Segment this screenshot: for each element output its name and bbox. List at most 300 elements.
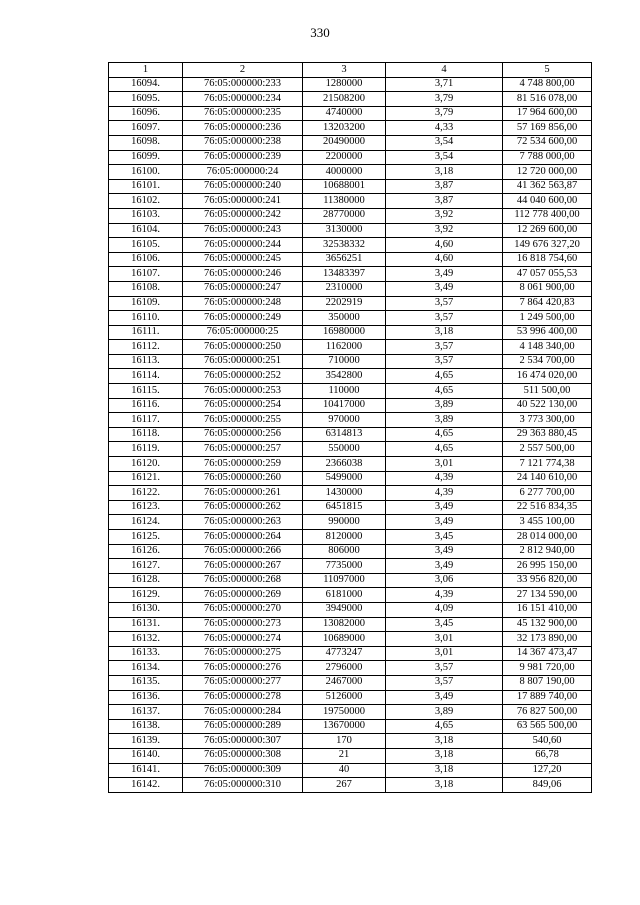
amount-cell: 57 169 856,00 xyxy=(503,121,592,136)
amount-cell: 112 778 400,00 xyxy=(503,208,592,223)
row-number-cell: 16120. xyxy=(109,457,183,472)
rate-cell: 3,71 xyxy=(386,77,503,92)
table-row xyxy=(109,413,592,428)
amount-cell: 2 557 500,00 xyxy=(503,442,592,457)
row-number-cell: 16128. xyxy=(109,573,183,588)
row-number-cell: 16117. xyxy=(109,413,183,428)
table-row xyxy=(109,398,592,413)
row-number-cell: 16123. xyxy=(109,500,183,515)
rate-cell: 4,65 xyxy=(386,719,503,734)
row-number-cell: 16115. xyxy=(109,384,183,399)
rate-cell: 3,49 xyxy=(386,515,503,530)
amount-cell: 6 277 700,00 xyxy=(503,486,592,501)
table-row xyxy=(109,92,592,107)
value-cell: 7735000 xyxy=(303,559,386,574)
cadastral-number-cell: 76:05:000000:263 xyxy=(183,515,303,530)
cadastral-number-cell: 76:05:000000:307 xyxy=(183,734,303,749)
amount-cell: 66,78 xyxy=(503,748,592,763)
cadastral-number-cell: 76:05:000000:266 xyxy=(183,544,303,559)
page-number: 330 xyxy=(310,25,330,40)
rate-cell: 3,57 xyxy=(386,675,503,690)
value-cell: 13483397 xyxy=(303,267,386,282)
row-number-cell: 16114. xyxy=(109,369,183,384)
value-cell: 110000 xyxy=(303,384,386,399)
rate-cell: 4,09 xyxy=(386,602,503,617)
cadastral-number-cell: 76:05:000000:274 xyxy=(183,632,303,647)
amount-cell: 24 140 610,00 xyxy=(503,471,592,486)
cadastral-number-cell: 76:05:000000:277 xyxy=(183,675,303,690)
rate-cell: 3,49 xyxy=(386,281,503,296)
cadastral-number-cell: 76:05:000000:273 xyxy=(183,617,303,632)
cadastral-number-cell: 76:05:000000:248 xyxy=(183,296,303,311)
amount-cell: 127,20 xyxy=(503,763,592,778)
value-cell: 13082000 xyxy=(303,617,386,632)
rate-cell: 3,18 xyxy=(386,325,503,340)
row-number-cell: 16102. xyxy=(109,194,183,209)
table-row xyxy=(109,602,592,617)
amount-cell: 8 807 190,00 xyxy=(503,675,592,690)
value-cell: 11097000 xyxy=(303,573,386,588)
table-row xyxy=(109,77,592,92)
row-number-cell: 16109. xyxy=(109,296,183,311)
column-header-5: 5 xyxy=(503,63,592,78)
cadastral-number-cell: 76:05:000000:245 xyxy=(183,252,303,267)
row-number-cell: 16129. xyxy=(109,588,183,603)
cadastral-number-cell: 76:05:000000:257 xyxy=(183,442,303,457)
row-number-cell: 16101. xyxy=(109,179,183,194)
value-cell: 32538332 xyxy=(303,238,386,253)
cadastral-number-cell: 76:05:000000:254 xyxy=(183,398,303,413)
row-number-cell: 16142. xyxy=(109,778,183,793)
cadastral-number-cell: 76:05:000000:309 xyxy=(183,763,303,778)
rate-cell: 4,65 xyxy=(386,369,503,384)
rate-cell: 3,01 xyxy=(386,646,503,661)
row-number-cell: 16135. xyxy=(109,675,183,690)
amount-cell: 47 057 055,53 xyxy=(503,267,592,282)
table-row xyxy=(109,223,592,238)
value-cell: 6451815 xyxy=(303,500,386,515)
amount-cell: 44 040 600,00 xyxy=(503,194,592,209)
value-cell: 3949000 xyxy=(303,602,386,617)
row-number-cell: 16141. xyxy=(109,763,183,778)
amount-cell: 7 864 420,83 xyxy=(503,296,592,311)
value-cell: 19750000 xyxy=(303,705,386,720)
table-row xyxy=(109,252,592,267)
rate-cell: 4,33 xyxy=(386,121,503,136)
rate-cell: 3,18 xyxy=(386,778,503,793)
amount-cell: 7 121 774,38 xyxy=(503,457,592,472)
amount-cell: 53 996 400,00 xyxy=(503,325,592,340)
rate-cell: 3,45 xyxy=(386,530,503,545)
table-row xyxy=(109,632,592,647)
row-number-cell: 16110. xyxy=(109,311,183,326)
row-number-cell: 16119. xyxy=(109,442,183,457)
cadastral-number-cell: 76:05:000000:240 xyxy=(183,179,303,194)
rate-cell: 4,60 xyxy=(386,238,503,253)
table-row xyxy=(109,661,592,676)
value-cell: 8120000 xyxy=(303,530,386,545)
table-row xyxy=(109,530,592,545)
amount-cell: 33 956 820,00 xyxy=(503,573,592,588)
table-row xyxy=(109,559,592,574)
column-header-2: 2 xyxy=(183,63,303,78)
amount-cell: 16 151 410,00 xyxy=(503,602,592,617)
row-number-cell: 16106. xyxy=(109,252,183,267)
rate-cell: 3,87 xyxy=(386,194,503,209)
cadastral-number-cell: 76:05:000000:259 xyxy=(183,457,303,472)
cadastral-number-cell: 76:05:000000:246 xyxy=(183,267,303,282)
amount-cell: 45 132 900,00 xyxy=(503,617,592,632)
cadastral-number-cell: 76:05:000000:234 xyxy=(183,92,303,107)
table-row xyxy=(109,208,592,223)
amount-cell: 12 269 600,00 xyxy=(503,223,592,238)
rate-cell: 4,39 xyxy=(386,486,503,501)
cadastral-number-cell: 76:05:000000:267 xyxy=(183,559,303,574)
amount-cell: 4 748 800,00 xyxy=(503,77,592,92)
value-cell: 2310000 xyxy=(303,281,386,296)
table-row xyxy=(109,515,592,530)
rate-cell: 3,01 xyxy=(386,457,503,472)
table-row xyxy=(109,675,592,690)
rate-cell: 3,92 xyxy=(386,208,503,223)
value-cell: 40 xyxy=(303,763,386,778)
amount-cell: 2 534 700,00 xyxy=(503,354,592,369)
table-row xyxy=(109,778,592,793)
rate-cell: 3,49 xyxy=(386,267,503,282)
cadastral-number-cell: 76:05:000000:251 xyxy=(183,354,303,369)
row-number-cell: 16139. xyxy=(109,734,183,749)
value-cell: 710000 xyxy=(303,354,386,369)
value-cell: 6181000 xyxy=(303,588,386,603)
table-row xyxy=(109,354,592,369)
rate-cell: 3,18 xyxy=(386,734,503,749)
value-cell: 16980000 xyxy=(303,325,386,340)
row-number-cell: 16098. xyxy=(109,135,183,150)
rate-cell: 4,65 xyxy=(386,384,503,399)
table-row xyxy=(109,588,592,603)
cadastral-number-cell: 76:05:000000:310 xyxy=(183,778,303,793)
row-number-cell: 16108. xyxy=(109,281,183,296)
value-cell: 550000 xyxy=(303,442,386,457)
table-row xyxy=(109,311,592,326)
amount-cell: 76 827 500,00 xyxy=(503,705,592,720)
rate-cell: 4,60 xyxy=(386,252,503,267)
cadastral-number-cell: 76:05:000000:284 xyxy=(183,705,303,720)
cadastral-number-cell: 76:05:000000:252 xyxy=(183,369,303,384)
amount-cell: 16 818 754,60 xyxy=(503,252,592,267)
amount-cell: 12 720 000,00 xyxy=(503,165,592,180)
row-number-cell: 16140. xyxy=(109,748,183,763)
value-cell: 1280000 xyxy=(303,77,386,92)
value-cell: 13203200 xyxy=(303,121,386,136)
amount-cell: 81 516 078,00 xyxy=(503,92,592,107)
table-row xyxy=(109,486,592,501)
rate-cell: 3,49 xyxy=(386,500,503,515)
rate-cell: 3,89 xyxy=(386,398,503,413)
value-cell: 1162000 xyxy=(303,340,386,355)
rate-cell: 3,89 xyxy=(386,413,503,428)
value-cell: 970000 xyxy=(303,413,386,428)
cadastral-number-cell: 76:05:000000:247 xyxy=(183,281,303,296)
amount-cell: 2 812 940,00 xyxy=(503,544,592,559)
value-cell: 5126000 xyxy=(303,690,386,705)
rate-cell: 3,57 xyxy=(386,296,503,311)
rate-cell: 3,06 xyxy=(386,573,503,588)
row-number-cell: 16111. xyxy=(109,325,183,340)
column-header-3: 3 xyxy=(303,63,386,78)
row-number-cell: 16104. xyxy=(109,223,183,238)
table-row xyxy=(109,719,592,734)
table-row xyxy=(109,194,592,209)
table-row xyxy=(109,763,592,778)
table-row xyxy=(109,369,592,384)
cadastral-number-cell: 76:05:000000:244 xyxy=(183,238,303,253)
rate-cell: 3,57 xyxy=(386,340,503,355)
cadastral-number-cell: 76:05:000000:242 xyxy=(183,208,303,223)
table-row xyxy=(109,150,592,165)
amount-cell: 26 995 150,00 xyxy=(503,559,592,574)
row-number-cell: 16122. xyxy=(109,486,183,501)
cadastral-number-cell: 76:05:000000:235 xyxy=(183,106,303,121)
cadastral-number-cell: 76:05:000000:24 xyxy=(183,165,303,180)
row-number-cell: 16097. xyxy=(109,121,183,136)
cadastral-number-cell: 76:05:000000:276 xyxy=(183,661,303,676)
cadastral-number-cell: 76:05:000000:275 xyxy=(183,646,303,661)
table-row xyxy=(109,617,592,632)
row-number-cell: 16113. xyxy=(109,354,183,369)
row-number-cell: 16107. xyxy=(109,267,183,282)
cadastral-number-cell: 76:05:000000:278 xyxy=(183,690,303,705)
cadastral-number-cell: 76:05:000000:308 xyxy=(183,748,303,763)
rate-cell: 3,87 xyxy=(386,179,503,194)
amount-cell: 1 249 500,00 xyxy=(503,311,592,326)
cadastral-number-cell: 76:05:000000:241 xyxy=(183,194,303,209)
value-cell: 806000 xyxy=(303,544,386,559)
row-number-cell: 16130. xyxy=(109,602,183,617)
row-number-cell: 16125. xyxy=(109,530,183,545)
table-row xyxy=(109,544,592,559)
column-header-4: 4 xyxy=(386,63,503,78)
table-row xyxy=(109,646,592,661)
table-row xyxy=(109,500,592,515)
rate-cell: 3,18 xyxy=(386,763,503,778)
value-cell: 4773247 xyxy=(303,646,386,661)
cadastral-number-cell: 76:05:000000:269 xyxy=(183,588,303,603)
cadastral-number-cell: 76:05:000000:25 xyxy=(183,325,303,340)
rate-cell: 3,01 xyxy=(386,632,503,647)
table-body xyxy=(109,77,592,792)
value-cell: 10417000 xyxy=(303,398,386,413)
amount-cell: 511 500,00 xyxy=(503,384,592,399)
table-row xyxy=(109,267,592,282)
amount-cell: 540,60 xyxy=(503,734,592,749)
value-cell: 2202919 xyxy=(303,296,386,311)
value-cell: 28770000 xyxy=(303,208,386,223)
table-row xyxy=(109,106,592,121)
rate-cell: 4,39 xyxy=(386,588,503,603)
cadastral-number-cell: 76:05:000000:260 xyxy=(183,471,303,486)
cadastral-number-cell: 76:05:000000:270 xyxy=(183,602,303,617)
rate-cell: 4,65 xyxy=(386,427,503,442)
value-cell: 990000 xyxy=(303,515,386,530)
rate-cell: 3,57 xyxy=(386,311,503,326)
value-cell: 2366038 xyxy=(303,457,386,472)
table-row xyxy=(109,705,592,720)
value-cell: 10688001 xyxy=(303,179,386,194)
row-number-cell: 16118. xyxy=(109,427,183,442)
row-number-cell: 16137. xyxy=(109,705,183,720)
value-cell: 4740000 xyxy=(303,106,386,121)
table-row xyxy=(109,165,592,180)
table-row xyxy=(109,121,592,136)
value-cell: 10689000 xyxy=(303,632,386,647)
row-number-cell: 16138. xyxy=(109,719,183,734)
value-cell: 2467000 xyxy=(303,675,386,690)
row-number-cell: 16133. xyxy=(109,646,183,661)
cadastral-number-cell: 76:05:000000:250 xyxy=(183,340,303,355)
rate-cell: 3,79 xyxy=(386,106,503,121)
value-cell: 3130000 xyxy=(303,223,386,238)
cadastral-number-cell: 76:05:000000:233 xyxy=(183,77,303,92)
rate-cell: 3,18 xyxy=(386,748,503,763)
row-number-cell: 16131. xyxy=(109,617,183,632)
table-row xyxy=(109,135,592,150)
rate-cell: 3,57 xyxy=(386,354,503,369)
value-cell: 21 xyxy=(303,748,386,763)
amount-cell: 8 061 900,00 xyxy=(503,281,592,296)
data-table xyxy=(108,62,592,793)
value-cell: 2200000 xyxy=(303,150,386,165)
amount-cell: 41 362 563,87 xyxy=(503,179,592,194)
value-cell: 1430000 xyxy=(303,486,386,501)
row-number-cell: 16132. xyxy=(109,632,183,647)
row-number-cell: 16121. xyxy=(109,471,183,486)
table-row xyxy=(109,427,592,442)
cadastral-number-cell: 76:05:000000:236 xyxy=(183,121,303,136)
value-cell: 170 xyxy=(303,734,386,749)
table-row xyxy=(109,384,592,399)
rate-cell: 4,65 xyxy=(386,442,503,457)
value-cell: 3542800 xyxy=(303,369,386,384)
cadastral-number-cell: 76:05:000000:264 xyxy=(183,530,303,545)
table-row xyxy=(109,471,592,486)
table-row xyxy=(109,690,592,705)
amount-cell: 3 773 300,00 xyxy=(503,413,592,428)
value-cell: 4000000 xyxy=(303,165,386,180)
row-number-cell: 16100. xyxy=(109,165,183,180)
amount-cell: 149 676 327,20 xyxy=(503,238,592,253)
rate-cell: 3,49 xyxy=(386,690,503,705)
column-header-1: 1 xyxy=(109,63,183,78)
cadastral-number-cell: 76:05:000000:239 xyxy=(183,150,303,165)
amount-cell: 16 474 020,00 xyxy=(503,369,592,384)
row-number-cell: 16095. xyxy=(109,92,183,107)
table-row xyxy=(109,748,592,763)
rate-cell: 3,89 xyxy=(386,705,503,720)
rate-cell: 3,45 xyxy=(386,617,503,632)
amount-cell: 4 148 340,00 xyxy=(503,340,592,355)
amount-cell: 14 367 473,47 xyxy=(503,646,592,661)
row-number-cell: 16099. xyxy=(109,150,183,165)
table-row xyxy=(109,296,592,311)
amount-cell: 17 889 740,00 xyxy=(503,690,592,705)
table-row xyxy=(109,340,592,355)
row-number-cell: 16126. xyxy=(109,544,183,559)
rate-cell: 3,18 xyxy=(386,165,503,180)
row-number-cell: 16096. xyxy=(109,106,183,121)
cadastral-number-cell: 76:05:000000:249 xyxy=(183,311,303,326)
amount-cell: 72 534 600,00 xyxy=(503,135,592,150)
table-row xyxy=(109,457,592,472)
amount-cell: 29 363 880,45 xyxy=(503,427,592,442)
cadastral-number-cell: 76:05:000000:243 xyxy=(183,223,303,238)
amount-cell: 17 964 600,00 xyxy=(503,106,592,121)
rate-cell: 3,57 xyxy=(386,661,503,676)
amount-cell: 28 014 000,00 xyxy=(503,530,592,545)
rate-cell: 3,54 xyxy=(386,150,503,165)
amount-cell: 7 788 000,00 xyxy=(503,150,592,165)
cadastral-number-cell: 76:05:000000:255 xyxy=(183,413,303,428)
row-number-cell: 16105. xyxy=(109,238,183,253)
value-cell: 3656251 xyxy=(303,252,386,267)
row-number-cell: 16112. xyxy=(109,340,183,355)
amount-cell: 32 173 890,00 xyxy=(503,632,592,647)
table-row xyxy=(109,179,592,194)
amount-cell: 3 455 100,00 xyxy=(503,515,592,530)
cadastral-number-cell: 76:05:000000:261 xyxy=(183,486,303,501)
rate-cell: 3,54 xyxy=(386,135,503,150)
value-cell: 267 xyxy=(303,778,386,793)
rate-cell: 3,49 xyxy=(386,559,503,574)
amount-cell: 22 516 834,35 xyxy=(503,500,592,515)
table-row xyxy=(109,238,592,253)
value-cell: 5499000 xyxy=(303,471,386,486)
cadastral-number-cell: 76:05:000000:268 xyxy=(183,573,303,588)
value-cell: 350000 xyxy=(303,311,386,326)
cadastral-number-cell: 76:05:000000:238 xyxy=(183,135,303,150)
table-row xyxy=(109,573,592,588)
rate-cell: 3,79 xyxy=(386,92,503,107)
row-number-cell: 16094. xyxy=(109,77,183,92)
table-header-row xyxy=(109,63,592,78)
amount-cell: 849,06 xyxy=(503,778,592,793)
amount-cell: 9 981 720,00 xyxy=(503,661,592,676)
rate-cell: 3,92 xyxy=(386,223,503,238)
row-number-cell: 16116. xyxy=(109,398,183,413)
cadastral-number-cell: 76:05:000000:262 xyxy=(183,500,303,515)
table-row xyxy=(109,281,592,296)
value-cell: 2796000 xyxy=(303,661,386,676)
row-number-cell: 16127. xyxy=(109,559,183,574)
row-number-cell: 16103. xyxy=(109,208,183,223)
row-number-cell: 16124. xyxy=(109,515,183,530)
row-number-cell: 16136. xyxy=(109,690,183,705)
rate-cell: 3,49 xyxy=(386,544,503,559)
cadastral-number-cell: 76:05:000000:256 xyxy=(183,427,303,442)
value-cell: 21508200 xyxy=(303,92,386,107)
table-row xyxy=(109,734,592,749)
value-cell: 13670000 xyxy=(303,719,386,734)
amount-cell: 27 134 590,00 xyxy=(503,588,592,603)
table-row xyxy=(109,442,592,457)
value-cell: 11380000 xyxy=(303,194,386,209)
value-cell: 6314813 xyxy=(303,427,386,442)
amount-cell: 40 522 130,00 xyxy=(503,398,592,413)
row-number-cell: 16134. xyxy=(109,661,183,676)
cadastral-number-cell: 76:05:000000:289 xyxy=(183,719,303,734)
value-cell: 20490000 xyxy=(303,135,386,150)
table-row xyxy=(109,325,592,340)
